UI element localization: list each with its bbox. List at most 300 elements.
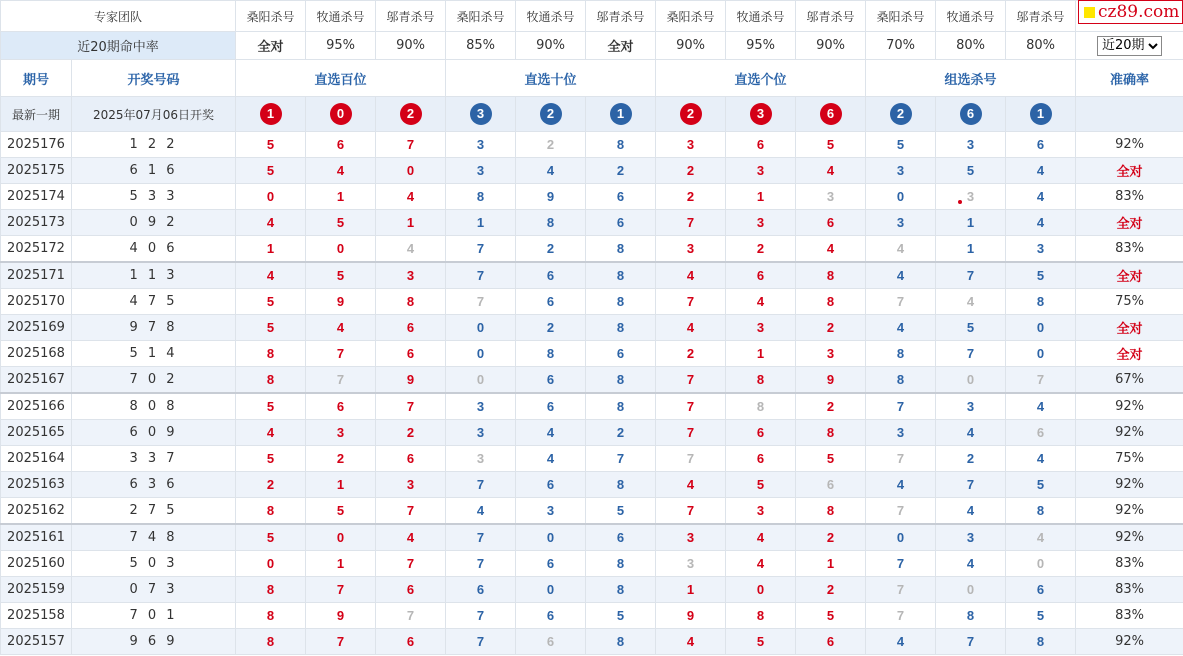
- table-row: [1, 289, 1183, 315]
- number-ball: 3: [470, 103, 492, 125]
- kill-number: 9: [656, 603, 726, 629]
- kill-number: 8: [726, 603, 796, 629]
- table-row: [1, 367, 1183, 394]
- kill-number: 1: [726, 341, 796, 367]
- kill-number: 3: [936, 524, 1006, 551]
- kill-number: 7: [866, 446, 936, 472]
- kill-number: 6: [1006, 420, 1076, 446]
- draw-numbers: 6 1 6: [72, 158, 236, 184]
- kill-number: 8: [726, 393, 796, 420]
- kill-number: 0: [236, 551, 306, 577]
- accuracy-header: 准确率: [1076, 60, 1183, 97]
- kill-number: 4: [1006, 393, 1076, 420]
- accuracy-value: 83%: [1076, 551, 1183, 577]
- number-ball: 2: [890, 103, 912, 125]
- kill-number: 7: [866, 577, 936, 603]
- kill-number: 4: [866, 315, 936, 341]
- kill-number: 9: [796, 367, 866, 394]
- kill-number: 5: [236, 393, 306, 420]
- kill-number: 8: [796, 498, 866, 525]
- kill-number: 3: [446, 420, 516, 446]
- kill-number: 3: [936, 184, 1006, 210]
- kill-number: 7: [656, 210, 726, 236]
- draw-numbers: 9 7 8: [72, 315, 236, 341]
- latest-ball-cell: [236, 97, 306, 132]
- kill-number: 4: [446, 498, 516, 525]
- issue-number: 2025166: [1, 393, 72, 420]
- accuracy-value: 92%: [1076, 132, 1183, 158]
- kill-number: 7: [376, 551, 446, 577]
- kill-number: 1: [936, 236, 1006, 263]
- kill-number: 8: [516, 210, 586, 236]
- kill-number: 8: [236, 341, 306, 367]
- kill-number: 7: [866, 603, 936, 629]
- kill-number: 6: [516, 551, 586, 577]
- hit-rate: 95%: [306, 32, 376, 60]
- kill-number: 7: [936, 341, 1006, 367]
- accuracy-value: 92%: [1076, 472, 1183, 498]
- accuracy-value: 83%: [1076, 577, 1183, 603]
- kill-number: 6: [796, 210, 866, 236]
- site-logo: [1078, 0, 1183, 24]
- kill-number: 0: [936, 577, 1006, 603]
- kill-number: 2: [586, 158, 656, 184]
- kill-number: 2: [586, 420, 656, 446]
- kill-number: 8: [586, 236, 656, 263]
- kill-number: 3: [376, 262, 446, 289]
- kill-number: 4: [796, 158, 866, 184]
- kill-number: 8: [796, 289, 866, 315]
- table-row: [1, 551, 1183, 577]
- issue-number: 2025165: [1, 420, 72, 446]
- kill-number: 6: [446, 577, 516, 603]
- kill-number: 6: [516, 393, 586, 420]
- kill-number: 9: [376, 367, 446, 394]
- kill-number: 3: [796, 184, 866, 210]
- issue-number: 2025158: [1, 603, 72, 629]
- expert-row: [1, 1, 1183, 32]
- kill-number: 7: [446, 472, 516, 498]
- expert-name: 桑阳杀号: [446, 1, 516, 32]
- issue-number: 2025159: [1, 577, 72, 603]
- kill-number: 0: [446, 315, 516, 341]
- kill-number: 4: [1006, 210, 1076, 236]
- kill-number: 7: [936, 262, 1006, 289]
- kill-number: 7: [586, 446, 656, 472]
- kill-number: 4: [726, 289, 796, 315]
- kill-number: 7: [656, 289, 726, 315]
- number-ball: 0: [330, 103, 352, 125]
- issue-number: 2025167: [1, 367, 72, 394]
- kill-number: 8: [586, 551, 656, 577]
- kill-number: 4: [726, 551, 796, 577]
- kill-number: 6: [376, 315, 446, 341]
- rate-label: 近20期命中率: [1, 32, 236, 60]
- kill-number: 8: [236, 577, 306, 603]
- hit-rate: 90%: [376, 32, 446, 60]
- kill-number: 0: [516, 524, 586, 551]
- issue-number: 2025171: [1, 262, 72, 289]
- team-label: 专家团队: [1, 1, 236, 32]
- kill-number: 7: [866, 393, 936, 420]
- kill-number: 2: [236, 472, 306, 498]
- kill-number: 1: [376, 210, 446, 236]
- table-row: [1, 315, 1183, 341]
- expert-name: 邬青杀号: [796, 1, 866, 32]
- kill-number: 4: [376, 236, 446, 263]
- kill-number: 6: [376, 629, 446, 655]
- latest-ball-cell: [446, 97, 516, 132]
- number-ball: 2: [680, 103, 702, 125]
- kill-number: 6: [726, 446, 796, 472]
- kill-number: 8: [586, 132, 656, 158]
- accuracy-value: 83%: [1076, 236, 1183, 263]
- kill-number: 0: [1006, 551, 1076, 577]
- kill-number: 8: [376, 289, 446, 315]
- kill-number: 4: [1006, 158, 1076, 184]
- accuracy-value: 全对: [1076, 158, 1183, 184]
- kill-number: 6: [726, 132, 796, 158]
- kill-number: 0: [726, 577, 796, 603]
- kill-number: 4: [376, 184, 446, 210]
- kill-number: 5: [236, 132, 306, 158]
- kill-number: 2: [516, 132, 586, 158]
- table-row: [1, 524, 1183, 551]
- group-header-tens: 直选十位: [446, 60, 656, 97]
- number-ball: 1: [260, 103, 282, 125]
- kill-number: 1: [796, 551, 866, 577]
- kill-number: 7: [376, 132, 446, 158]
- kill-number: 4: [1006, 446, 1076, 472]
- accuracy-value: 全对: [1076, 210, 1183, 236]
- draw-numbers: 7 0 2: [72, 367, 236, 394]
- kill-number: 7: [446, 289, 516, 315]
- kill-number: 5: [936, 158, 1006, 184]
- kill-number: 8: [586, 393, 656, 420]
- issue-number: 2025176: [1, 132, 72, 158]
- kill-number: 5: [796, 446, 866, 472]
- draw-numbers: 5 1 4: [72, 341, 236, 367]
- expert-name: 牧通杀号: [726, 1, 796, 32]
- draw-numbers: 3 3 7: [72, 446, 236, 472]
- kill-number: 8: [446, 184, 516, 210]
- number-ball: 6: [820, 103, 842, 125]
- latest-ball-cell: [586, 97, 656, 132]
- kill-number: 5: [1006, 472, 1076, 498]
- kill-number: 7: [376, 393, 446, 420]
- kill-number: 3: [516, 498, 586, 525]
- draw-numbers: 0 7 3: [72, 577, 236, 603]
- kill-number: 7: [376, 603, 446, 629]
- kill-number: 5: [236, 524, 306, 551]
- kill-number: 4: [936, 289, 1006, 315]
- kill-number: 3: [446, 158, 516, 184]
- kill-number: 4: [936, 551, 1006, 577]
- hit-rate: 90%: [516, 32, 586, 60]
- kill-number: 7: [306, 367, 376, 394]
- hit-rate: 90%: [656, 32, 726, 60]
- table-row: [1, 236, 1183, 263]
- kill-number: 0: [446, 341, 516, 367]
- draw-numbers: 4 7 5: [72, 289, 236, 315]
- kill-number: 5: [936, 315, 1006, 341]
- table-row: [1, 184, 1183, 210]
- kill-number: 5: [236, 446, 306, 472]
- draw-numbers: 8 0 8: [72, 393, 236, 420]
- issue-number: 2025160: [1, 551, 72, 577]
- kill-number: 8: [796, 420, 866, 446]
- kill-number: 3: [656, 236, 726, 263]
- kill-number: 3: [866, 158, 936, 184]
- latest-accuracy-cell: [1076, 97, 1183, 132]
- kill-number: 5: [726, 472, 796, 498]
- kill-number: 4: [936, 420, 1006, 446]
- issue-number: 2025157: [1, 629, 72, 655]
- kill-number: 0: [306, 524, 376, 551]
- accuracy-value: 全对: [1076, 315, 1183, 341]
- kill-number: 8: [586, 367, 656, 394]
- kill-number: 5: [236, 158, 306, 184]
- kill-number: 3: [726, 210, 796, 236]
- kill-number: 1: [446, 210, 516, 236]
- kill-number: 2: [936, 446, 1006, 472]
- kill-number: 5: [866, 132, 936, 158]
- kill-number: 5: [1006, 262, 1076, 289]
- accuracy-value: 92%: [1076, 498, 1183, 525]
- kill-number: 6: [586, 210, 656, 236]
- accuracy-value: 92%: [1076, 524, 1183, 551]
- accuracy-value: 92%: [1076, 629, 1183, 655]
- kill-number: 8: [1006, 498, 1076, 525]
- number-ball: 1: [610, 103, 632, 125]
- kill-number: 7: [446, 629, 516, 655]
- kill-number: 1: [306, 551, 376, 577]
- kill-number: 4: [656, 472, 726, 498]
- kill-number: 2: [516, 315, 586, 341]
- logo-text: cz89.com: [1098, 2, 1180, 22]
- kill-number: 4: [1006, 524, 1076, 551]
- issue-number: 2025175: [1, 158, 72, 184]
- kill-number: 8: [1006, 629, 1076, 655]
- group-header-group-kill: 组选杀号: [866, 60, 1076, 97]
- kill-number: 6: [306, 132, 376, 158]
- kill-number: 7: [446, 551, 516, 577]
- kill-number: 4: [1006, 184, 1076, 210]
- draw-numbers: 7 0 1: [72, 603, 236, 629]
- kill-number: 8: [586, 315, 656, 341]
- kill-number: 5: [306, 262, 376, 289]
- kill-number: 7: [1006, 367, 1076, 394]
- hit-rate: 全对: [236, 32, 306, 60]
- kill-number: 8: [586, 629, 656, 655]
- kill-number: 5: [236, 315, 306, 341]
- group-header-units: 直选个位: [656, 60, 866, 97]
- table-row: [1, 446, 1183, 472]
- kill-number: 6: [586, 341, 656, 367]
- table-row: [1, 341, 1183, 367]
- number-ball: 1: [1030, 103, 1052, 125]
- accuracy-value: 67%: [1076, 367, 1183, 394]
- kill-number: 4: [516, 420, 586, 446]
- kill-number: 3: [936, 132, 1006, 158]
- kill-number: 2: [306, 446, 376, 472]
- table-row: [1, 472, 1183, 498]
- kill-number: 2: [656, 158, 726, 184]
- kill-number: 0: [866, 524, 936, 551]
- latest-ball-cell: [796, 97, 866, 132]
- kill-number: 9: [306, 603, 376, 629]
- kill-number: 6: [516, 603, 586, 629]
- table-row: [1, 393, 1183, 420]
- kill-number: 6: [376, 341, 446, 367]
- accuracy-value: 83%: [1076, 603, 1183, 629]
- kill-number: 4: [306, 158, 376, 184]
- kill-number: 3: [656, 551, 726, 577]
- kill-number: 7: [446, 603, 516, 629]
- kill-number: 8: [586, 289, 656, 315]
- accuracy-value: 75%: [1076, 446, 1183, 472]
- kill-number: 2: [726, 236, 796, 263]
- kill-number: 8: [796, 262, 866, 289]
- latest-ball-cell: [516, 97, 586, 132]
- draw-header: 开奖号码: [72, 60, 236, 97]
- table-row: [1, 132, 1183, 158]
- kill-number: 4: [376, 524, 446, 551]
- kill-number: 4: [236, 420, 306, 446]
- table-row: [1, 629, 1183, 655]
- kill-number: 3: [726, 315, 796, 341]
- kill-number: 4: [516, 446, 586, 472]
- kill-number: 3: [306, 420, 376, 446]
- latest-label: 最新一期: [1, 97, 72, 132]
- table-row: [1, 210, 1183, 236]
- issue-number: 2025169: [1, 315, 72, 341]
- kill-number: 5: [236, 289, 306, 315]
- kill-number: 6: [586, 184, 656, 210]
- period-select[interactable]: [1097, 36, 1162, 56]
- period-select-cell: [1076, 32, 1183, 60]
- kill-number: 0: [516, 577, 586, 603]
- latest-ball-cell: [866, 97, 936, 132]
- logo-square-icon: [1084, 7, 1095, 18]
- group-header-hundreds: 直选百位: [236, 60, 446, 97]
- latest-row: [1, 97, 1183, 132]
- draw-numbers: 7 4 8: [72, 524, 236, 551]
- kill-number: 8: [726, 367, 796, 394]
- kill-number: 2: [796, 393, 866, 420]
- kill-number: 2: [796, 524, 866, 551]
- kill-number: 2: [796, 315, 866, 341]
- kill-number: 0: [936, 367, 1006, 394]
- table-row: [1, 262, 1183, 289]
- kill-number: 3: [376, 472, 446, 498]
- kill-number: 1: [936, 210, 1006, 236]
- kill-number: 3: [796, 341, 866, 367]
- kill-number: 7: [656, 498, 726, 525]
- kill-number: 0: [1006, 341, 1076, 367]
- kill-number: 8: [586, 577, 656, 603]
- kill-number: 4: [866, 472, 936, 498]
- kill-number: 3: [656, 524, 726, 551]
- draw-numbers: 9 6 9: [72, 629, 236, 655]
- number-ball: 2: [400, 103, 422, 125]
- draw-numbers: 1 1 3: [72, 262, 236, 289]
- kill-number: 6: [516, 289, 586, 315]
- kill-number: 8: [586, 472, 656, 498]
- kill-number: 6: [796, 472, 866, 498]
- draw-numbers: 4 0 6: [72, 236, 236, 263]
- table-row: [1, 577, 1183, 603]
- kill-number: 3: [866, 420, 936, 446]
- kill-number: 0: [376, 158, 446, 184]
- kill-number: 4: [866, 629, 936, 655]
- number-ball: 3: [750, 103, 772, 125]
- kill-number: 1: [726, 184, 796, 210]
- kill-number: 7: [866, 289, 936, 315]
- accuracy-value: 92%: [1076, 393, 1183, 420]
- kill-number: 8: [236, 629, 306, 655]
- hit-rate: 95%: [726, 32, 796, 60]
- draw-numbers: 6 0 9: [72, 420, 236, 446]
- kill-number: 5: [306, 498, 376, 525]
- expert-name: 桑阳杀号: [656, 1, 726, 32]
- kill-number: 6: [376, 577, 446, 603]
- kill-number: 3: [866, 210, 936, 236]
- issue-number: 2025162: [1, 498, 72, 525]
- expert-name: 邬青杀号: [586, 1, 656, 32]
- kill-number: 0: [1006, 315, 1076, 341]
- draw-numbers: 5 0 3: [72, 551, 236, 577]
- kill-number: 2: [656, 341, 726, 367]
- kill-number: 9: [306, 289, 376, 315]
- kill-number: 1: [306, 184, 376, 210]
- accuracy-value: 75%: [1076, 289, 1183, 315]
- kill-number: 6: [516, 367, 586, 394]
- latest-ball-cell: [376, 97, 446, 132]
- kill-number: 2: [656, 184, 726, 210]
- accuracy-value: 全对: [1076, 341, 1183, 367]
- issue-number: 2025163: [1, 472, 72, 498]
- kill-number: 0: [866, 184, 936, 210]
- draw-numbers: 2 7 5: [72, 498, 236, 525]
- table-row: [1, 603, 1183, 629]
- kill-number: 5: [586, 603, 656, 629]
- kill-number: 1: [306, 472, 376, 498]
- kill-number: 7: [446, 236, 516, 263]
- kill-number: 3: [446, 132, 516, 158]
- hit-rate: 全对: [586, 32, 656, 60]
- kill-number: 7: [656, 393, 726, 420]
- column-header-row: [1, 60, 1183, 97]
- expert-name: 牧通杀号: [516, 1, 586, 32]
- issue-number: 2025173: [1, 210, 72, 236]
- kill-number: 6: [516, 262, 586, 289]
- kill-number: 4: [726, 524, 796, 551]
- kill-number: 3: [1006, 236, 1076, 263]
- accuracy-value: 全对: [1076, 262, 1183, 289]
- kill-number: 6: [516, 629, 586, 655]
- kill-number: 0: [236, 184, 306, 210]
- kill-number: 6: [796, 629, 866, 655]
- issue-number: 2025164: [1, 446, 72, 472]
- kill-number: 7: [306, 629, 376, 655]
- kill-number: 6: [726, 420, 796, 446]
- kill-number: 5: [586, 498, 656, 525]
- kill-number: 6: [1006, 132, 1076, 158]
- hit-rate: 70%: [866, 32, 936, 60]
- kill-number: 3: [656, 132, 726, 158]
- kill-number: 8: [866, 367, 936, 394]
